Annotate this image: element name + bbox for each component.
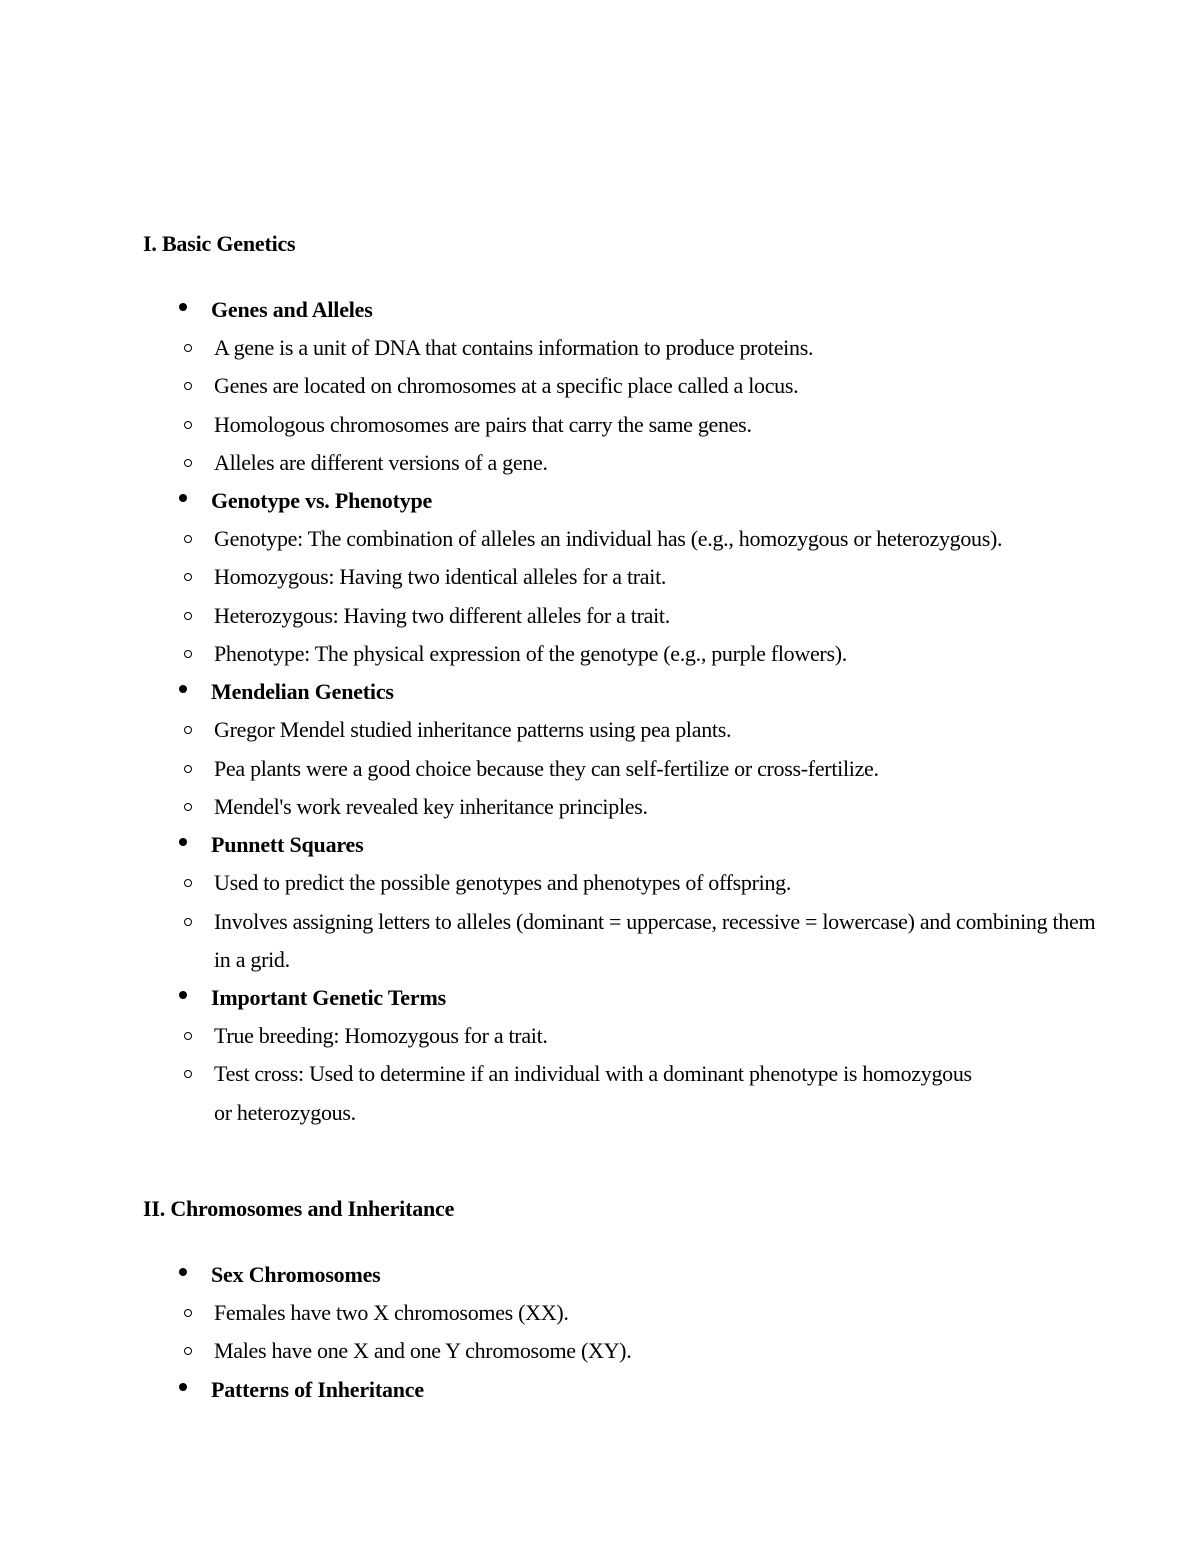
list-item-text: Heterozygous: Having two different alleles for a trait. <box>214 602 670 628</box>
topic-title: Genotype vs. Phenotype <box>211 488 433 514</box>
hollow-bullet-icon <box>184 1309 192 1317</box>
section-heading: II. Chromosomes and Inheritance <box>143 1196 455 1221</box>
filled-bullet-icon <box>179 1383 187 1391</box>
list-item <box>143 711 1140 749</box>
filled-bullet-icon <box>179 991 187 999</box>
list-item <box>143 750 1140 788</box>
list-item <box>143 1017 1140 1055</box>
filled-bullet-icon <box>179 685 187 693</box>
filled-bullet-icon <box>179 838 187 846</box>
list-item-text: Phenotype: The physical expression of the genotype (e.g., purple flowers). <box>214 641 847 667</box>
list-item <box>143 367 1140 405</box>
hollow-bullet-icon <box>184 382 192 390</box>
list-item-text: Alleles are different versions of a gene. <box>214 449 548 475</box>
list-item-text: Homologous chromosomes are pairs that carry the same genes. <box>214 411 752 437</box>
hollow-bullet-icon <box>184 612 192 620</box>
filled-bullet-icon <box>179 303 187 311</box>
list-item <box>143 1294 1140 1332</box>
topic-title: Genes and Alleles <box>211 297 373 322</box>
list-item <box>143 558 1140 596</box>
list-item-text: Mendel's work revealed key inheritance principles. <box>214 793 648 819</box>
list-item-text: Pea plants were a good choice because they can self-fertilize or cross-fertilize. <box>214 755 879 781</box>
list-item <box>143 406 1140 444</box>
topic-genes-and-alleles <box>143 291 1140 329</box>
topic-title: Mendelian Genetics <box>211 679 394 705</box>
hollow-bullet-icon <box>184 918 192 926</box>
hollow-bullet-icon <box>184 879 192 887</box>
list-item <box>143 864 1140 902</box>
list-item-text: Involves assigning letters to alleles (dominant = uppercase, recessive = lowercase) and combining them in a grid. <box>214 908 1096 972</box>
hollow-bullet-icon <box>184 765 192 773</box>
list-item <box>143 597 1140 635</box>
topic-genotype-vs-phenotype <box>143 482 1140 520</box>
hollow-bullet-icon <box>184 344 192 352</box>
topic-title: Patterns of Inheritance <box>211 1376 424 1402</box>
section-basic-genetics <box>143 230 1140 1132</box>
topic-patterns-of-inheritance <box>143 1371 1140 1409</box>
list-item <box>143 635 1140 673</box>
topic-important-genetic-terms <box>143 979 1140 1017</box>
list-item-text: Genes are located on chromosomes at a specific place called a locus. <box>214 373 799 399</box>
list-item-text: Females have two X chromosomes (XX). <box>214 1300 569 1325</box>
hollow-bullet-icon <box>184 535 192 543</box>
hollow-bullet-icon <box>184 1070 192 1078</box>
hollow-bullet-icon <box>184 650 192 658</box>
list-item <box>143 788 1140 826</box>
filled-bullet-icon <box>179 494 187 502</box>
topic-sex-chromosomes <box>143 1256 1140 1294</box>
list-item-text: Used to predict the possible genotypes and phenotypes of offspring. <box>214 870 792 896</box>
hollow-bullet-icon <box>184 1347 192 1355</box>
hollow-bullet-icon <box>184 1032 192 1040</box>
list-item-text: True breeding: Homozygous for a trait. <box>214 1023 548 1049</box>
list-item <box>143 903 1140 980</box>
list-item <box>143 520 1140 558</box>
list-item-text: Genotype: The combination of alleles an individual has (e.g., homozygous or heterozygous). <box>214 526 1003 552</box>
list-item-text: Males have one X and one Y chromosome (XY). <box>214 1338 632 1364</box>
topic-punnett-squares <box>143 826 1140 864</box>
section-chromosomes-and-inheritance <box>143 1195 1140 1409</box>
list-item-text: Homozygous: Having two identical alleles for a trait. <box>214 564 667 590</box>
topic-title: Sex Chromosomes <box>211 1262 381 1287</box>
section-heading: I. Basic Genetics <box>143 231 296 256</box>
hollow-bullet-icon <box>184 421 192 429</box>
hollow-bullet-icon <box>184 459 192 467</box>
filled-bullet-icon <box>179 1268 187 1276</box>
list-item-text: Gregor Mendel studied inheritance patterns using pea plants. <box>214 717 732 743</box>
list-item <box>143 329 1140 367</box>
topic-title: Important Genetic Terms <box>211 985 446 1011</box>
hollow-bullet-icon <box>184 573 192 581</box>
list-item <box>143 444 1140 482</box>
topic-mendelian-genetics <box>143 673 1140 711</box>
list-item-text: A gene is a unit of DNA that contains information to produce proteins. <box>214 335 814 360</box>
list-item <box>143 1055 1140 1132</box>
hollow-bullet-icon <box>184 726 192 734</box>
hollow-bullet-icon <box>184 803 192 811</box>
list-item-text: Test cross: Used to determine if an individual with a dominant phenotype is homozygous or heterozygous. <box>214 1061 972 1125</box>
topic-title: Punnett Squares <box>211 832 364 858</box>
list-item <box>143 1332 1140 1370</box>
